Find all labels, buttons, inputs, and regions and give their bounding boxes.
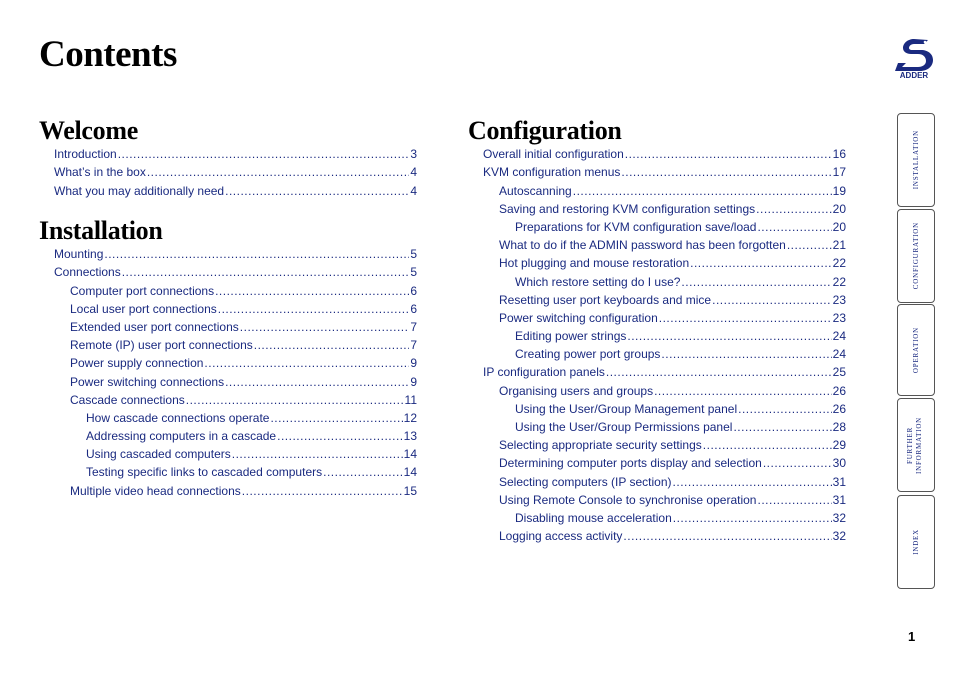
toc-entry-text: Creating power port groups: [515, 347, 661, 362]
toc-entry-page: 31: [832, 474, 846, 489]
toc-leader-dots: [757, 220, 831, 234]
toc-entry-text: Resetting user port keyboards and mice: [499, 292, 712, 307]
toc-entry-page: 14: [403, 465, 417, 480]
toc-entry-text: Remote (IP) user port connections: [70, 338, 253, 353]
toc-leader-dots: [225, 184, 409, 198]
toc-leader-dots: [218, 302, 410, 316]
toc-leader-dots: [254, 338, 410, 352]
toc-entry-text: Power switching configuration: [499, 310, 658, 325]
toc-entry-text: Logging access activity: [499, 529, 623, 544]
toc-leader-dots: [733, 420, 831, 434]
toc-entry-text: Editing power strings: [515, 329, 627, 344]
toc-entry[interactable]: [483, 452, 846, 470]
toc-entry-page: 29: [832, 438, 846, 453]
toc-entry[interactable]: [483, 143, 846, 161]
toc-entry[interactable]: [483, 179, 846, 197]
tab-label: CONFIGURATION: [911, 222, 920, 290]
toc-leader-dots: [627, 329, 831, 343]
toc-entry-text: What’s in the box: [54, 165, 146, 180]
tab-index[interactable]: [897, 495, 935, 589]
toc-entry[interactable]: [483, 361, 846, 379]
toc-entry-page: 5: [410, 247, 417, 262]
toc-leader-dots: [104, 247, 409, 261]
toc-entry[interactable]: [54, 407, 417, 425]
toc-leader-dots: [690, 256, 832, 270]
section-title-welcome: Welcome: [39, 116, 138, 145]
toc-leader-dots: [186, 393, 404, 407]
page-number: 1: [908, 629, 916, 644]
toc-entry-page: 25: [832, 365, 846, 380]
toc-entry-text: Determining computer ports display and selection: [499, 456, 762, 471]
toc-leader-dots: [673, 511, 832, 525]
toc-leader-dots: [240, 320, 410, 334]
toc-entry-page: 11: [404, 392, 417, 407]
toc-entry[interactable]: [54, 298, 417, 316]
installation-toc-list: [54, 243, 417, 498]
toc-entry-page: 24: [832, 347, 846, 362]
toc-leader-dots: [215, 284, 409, 298]
toc-entry-page: 24: [832, 329, 846, 344]
toc-entry-page: 23: [832, 292, 846, 307]
toc-entry-page: 22: [832, 274, 846, 289]
toc-entry-text: Introduction: [54, 147, 117, 162]
toc-leader-dots: [621, 165, 831, 179]
logo-text: ADDER: [899, 71, 929, 80]
toc-entry-text: Saving and restoring KVM configuration settings: [499, 201, 756, 216]
toc-leader-dots: [147, 165, 409, 179]
toc-entry-text: Mounting: [54, 247, 104, 262]
toc-entry-page: 32: [832, 510, 846, 525]
toc-entry-text: How cascade connections operate: [86, 410, 270, 425]
toc-entry-text: Testing specific links to cascaded computers: [86, 465, 323, 480]
toc-entry-text: Organising users and groups: [499, 383, 654, 398]
toc-leader-dots: [623, 529, 831, 543]
section-title-installation: Installation: [39, 216, 163, 245]
toc-entry-page: 20: [832, 219, 846, 234]
toc-entry-text: Selecting appropriate security settings: [499, 438, 702, 453]
toc-entry-text: Overall initial configuration: [483, 147, 624, 162]
toc-entry-text: Autoscanning: [499, 183, 572, 198]
toc-leader-dots: [625, 147, 832, 161]
toc-entry[interactable]: [483, 525, 846, 543]
toc-entry-page: 22: [832, 256, 846, 271]
toc-entry-text: Hot plugging and mouse restoration: [499, 256, 690, 271]
toc-entry[interactable]: [483, 270, 846, 288]
toc-entry-page: 31: [832, 492, 846, 507]
toc-entry[interactable]: [483, 252, 846, 270]
toc-entry[interactable]: [54, 243, 417, 261]
section-title-configuration: Configuration: [468, 116, 622, 145]
toc-entry-page: 30: [832, 456, 846, 471]
toc-entry-text: Which restore setting do I use?: [515, 274, 681, 289]
toc-entry-page: 13: [403, 429, 417, 444]
toc-entry-page: 21: [832, 238, 846, 253]
toc-leader-dots: [681, 275, 831, 289]
toc-entry-text: What to do if the ADMIN password has been forgotten: [499, 238, 786, 253]
tab-label: OPERATION: [911, 326, 920, 374]
toc-leader-dots: [225, 375, 409, 389]
toc-entry[interactable]: [483, 489, 846, 507]
toc-leader-dots: [323, 465, 403, 479]
toc-entry[interactable]: [483, 289, 846, 307]
toc-entry-page: 7: [410, 338, 417, 353]
configuration-toc-list: [483, 143, 846, 543]
tab-label: FURTHER INFORMATION: [906, 416, 923, 474]
toc-entry[interactable]: [54, 443, 417, 461]
toc-entry-page: 9: [410, 374, 417, 389]
toc-entry-text: IP configuration panels: [483, 365, 605, 380]
toc-entry-page: 15: [403, 483, 417, 498]
toc-entry[interactable]: [54, 261, 417, 279]
toc-entry[interactable]: [483, 343, 846, 361]
toc-entry-text: Using the User/Group Management panel: [515, 401, 738, 416]
toc-leader-dots: [738, 402, 832, 416]
adder-snake-icon: [890, 36, 938, 80]
toc-leader-dots: [122, 265, 410, 279]
toc-entry-page: 23: [832, 310, 846, 325]
toc-entry-text: Extended user port connections: [70, 319, 239, 334]
toc-entry-text: Using the User/Group Permissions panel: [515, 420, 733, 434]
toc-entry[interactable]: [54, 316, 417, 334]
toc-leader-dots: [673, 475, 832, 489]
tab-installation[interactable]: [897, 113, 935, 207]
toc-entry-text: Disabling mouse acceleration: [515, 510, 672, 525]
toc-entry[interactable]: [54, 179, 417, 197]
toc-entry-text: Connections: [54, 265, 121, 280]
toc-entry-text: Power supply connection: [70, 356, 204, 371]
toc-entry[interactable]: [54, 425, 417, 443]
tab-configuration[interactable]: [897, 209, 935, 303]
toc-leader-dots: [763, 456, 832, 470]
toc-leader-dots: [118, 147, 410, 161]
toc-entry[interactable]: [483, 507, 846, 525]
tab-operation[interactable]: [897, 304, 935, 396]
toc-entry[interactable]: [54, 143, 417, 161]
toc-entry-page: 32: [832, 529, 846, 544]
toc-entry-text: KVM configuration menus: [483, 165, 621, 180]
toc-entry-text: Cascade connections: [70, 392, 185, 407]
toc-entry[interactable]: [54, 479, 417, 497]
toc-entry[interactable]: [483, 379, 846, 397]
toc-leader-dots: [232, 447, 403, 461]
toc-entry[interactable]: [483, 307, 846, 325]
toc-entry[interactable]: [54, 161, 417, 179]
toc-entry[interactable]: [483, 434, 846, 452]
tab-label: INSTALLATION: [911, 130, 920, 190]
toc-entry-text: Multiple video head connections: [70, 483, 241, 498]
tab-label: INDEX: [911, 529, 920, 555]
tab-further-information[interactable]: [897, 398, 935, 492]
toc-entry[interactable]: [54, 279, 417, 297]
toc-entry-page: 17: [832, 165, 846, 180]
toc-entry[interactable]: [483, 161, 846, 179]
toc-leader-dots: [270, 411, 402, 425]
toc-entry-text: Power switching connections: [70, 374, 225, 389]
toc-entry[interactable]: [483, 470, 846, 488]
toc-leader-dots: [242, 484, 403, 498]
toc-entry-page: 7: [410, 319, 417, 334]
toc-entry-page: 6: [410, 283, 417, 298]
toc-entry[interactable]: [483, 398, 846, 416]
toc-entry[interactable]: [483, 216, 846, 234]
toc-entry-text: What you may additionally need: [54, 183, 225, 198]
adder-logo: [890, 36, 938, 80]
toc-entry-page: 4: [410, 183, 417, 198]
toc-leader-dots: [712, 293, 832, 307]
toc-entry[interactable]: [54, 352, 417, 370]
toc-entry[interactable]: [483, 234, 846, 252]
toc-leader-dots: [573, 184, 832, 198]
toc-leader-dots: [703, 438, 832, 452]
toc-entry-page: 9: [410, 356, 417, 371]
toc-entry-page: 4: [410, 165, 417, 180]
page-title: Contents: [39, 34, 177, 75]
toc-entry-page: 20: [832, 201, 846, 216]
toc-entry-text: Addressing computers in a cascade: [86, 429, 277, 444]
toc-entry-text: Computer port connections: [70, 283, 215, 298]
toc-leader-dots: [757, 493, 831, 507]
toc-entry-text: Local user port connections: [70, 301, 217, 316]
toc-entry[interactable]: [483, 325, 846, 343]
toc-entry[interactable]: [483, 416, 846, 434]
toc-entry-page: 26: [832, 383, 846, 398]
toc-entry-text: Using Remote Console to synchronise operation: [499, 492, 757, 507]
toc-entry-text: Preparations for KVM configuration save/load: [515, 219, 757, 234]
toc-leader-dots: [606, 365, 832, 379]
toc-entry-text: Using cascaded computers: [86, 447, 231, 462]
toc-entry-page: 26: [832, 401, 846, 416]
toc-leader-dots: [661, 347, 831, 361]
toc-leader-dots: [204, 356, 409, 370]
welcome-toc-list: [54, 143, 417, 198]
toc-entry[interactable]: [54, 370, 417, 388]
toc-entry-page: 12: [403, 410, 417, 425]
toc-entry-page: 3: [410, 147, 417, 162]
toc-leader-dots: [787, 238, 832, 252]
toc-entry-text: Selecting computers (IP section): [499, 474, 672, 489]
toc-leader-dots: [756, 202, 831, 216]
toc-entry[interactable]: [54, 334, 417, 352]
toc-entry-page: 28: [832, 420, 846, 434]
toc-leader-dots: [659, 311, 832, 325]
toc-entry[interactable]: [54, 389, 417, 407]
toc-entry-page: 6: [410, 301, 417, 316]
toc-entry-page: 14: [403, 447, 417, 462]
toc-leader-dots: [654, 384, 832, 398]
toc-entry-page: 19: [832, 183, 846, 198]
toc-leader-dots: [277, 429, 403, 443]
toc-entry-page: 16: [832, 147, 846, 162]
toc-entry[interactable]: [483, 198, 846, 216]
toc-entry[interactable]: [54, 461, 417, 479]
toc-entry-page: 5: [410, 265, 417, 280]
